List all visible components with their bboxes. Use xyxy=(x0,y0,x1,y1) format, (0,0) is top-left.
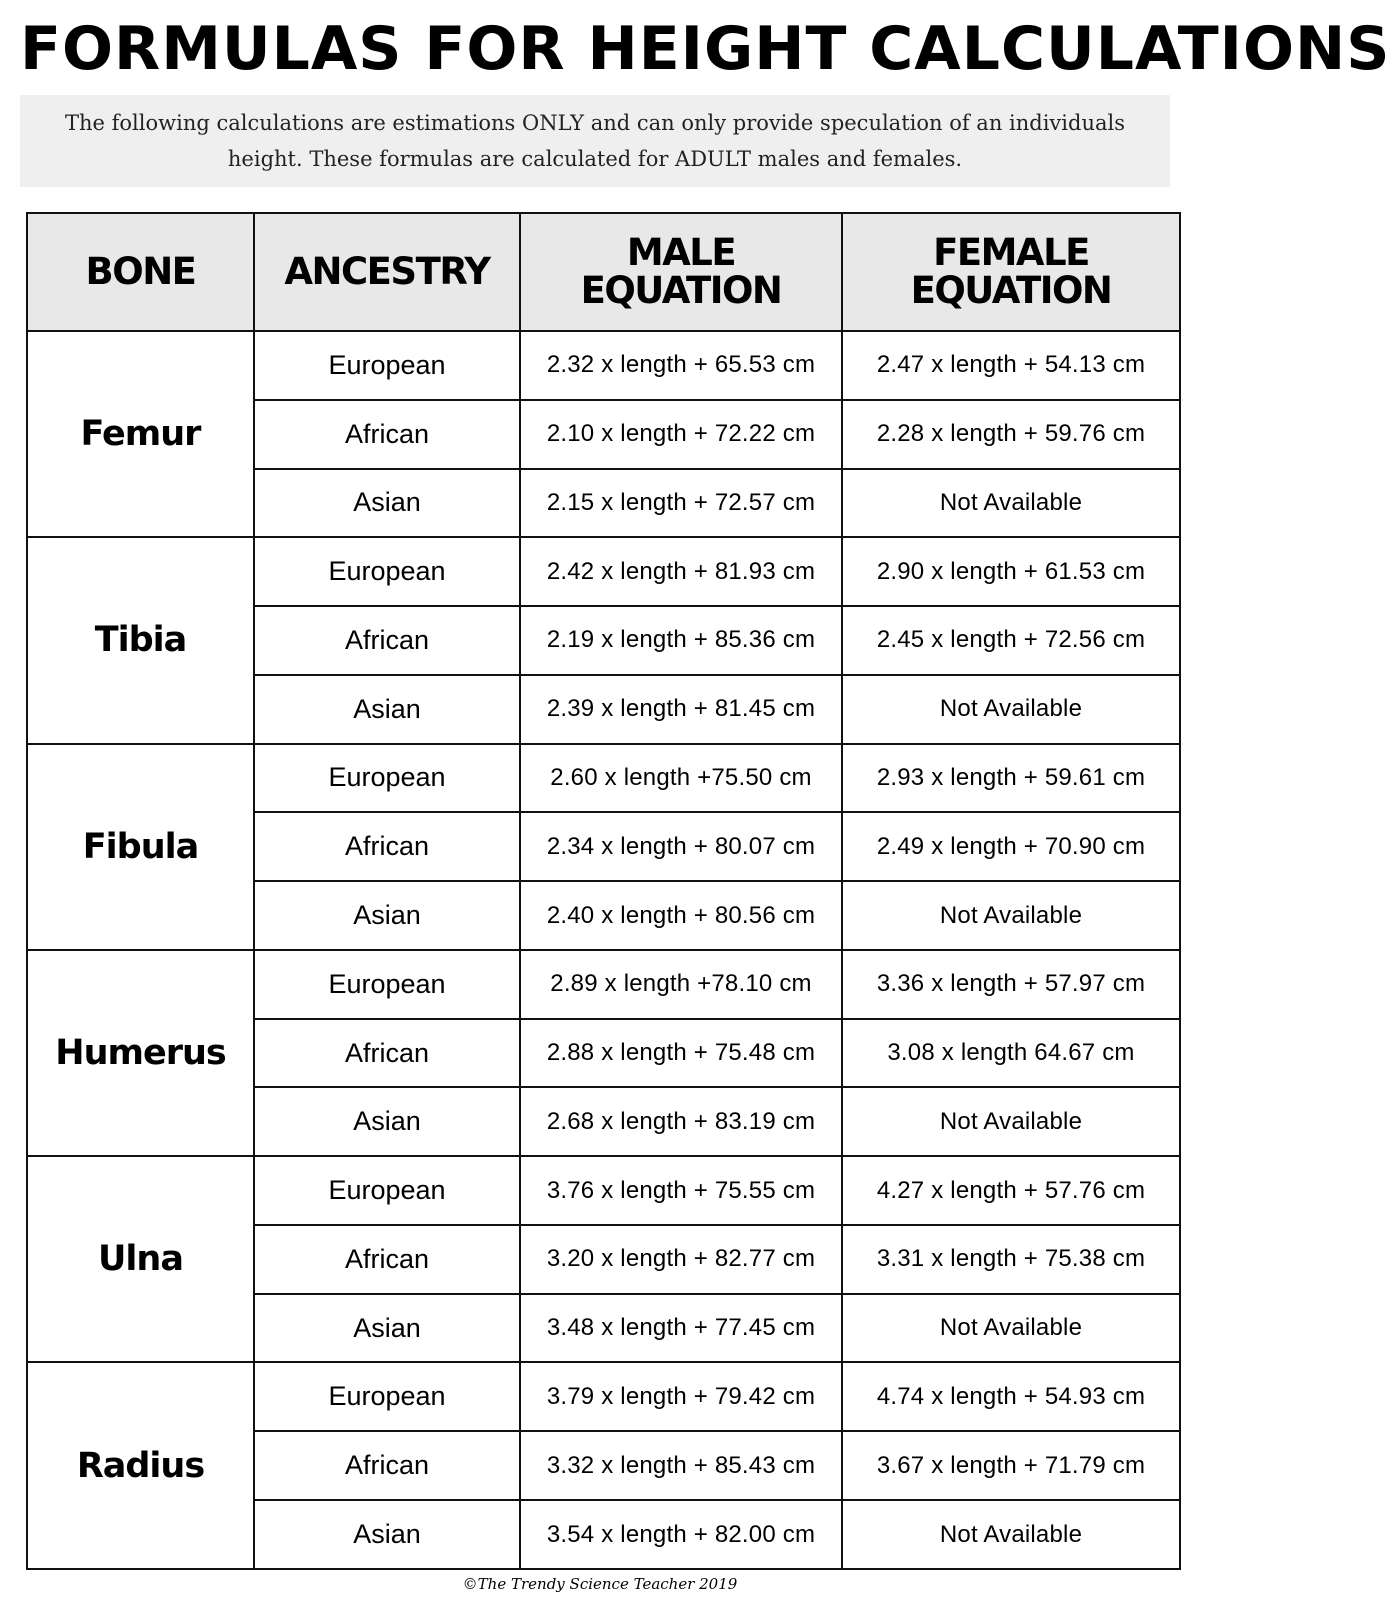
header-female-equation: FEMALE EQUATION xyxy=(842,213,1180,331)
bone-name: Radius xyxy=(27,1362,254,1569)
male-equation-cell: 3.20 x length + 82.77 cm xyxy=(520,1225,842,1294)
ancestry-cell: Asian xyxy=(254,1294,520,1363)
table-row xyxy=(27,1362,1180,1431)
male-equation-cell: 3.54 x length + 82.00 cm xyxy=(520,1500,842,1569)
ancestry-cell: Asian xyxy=(254,675,520,744)
male-equation-cell: 2.15 x length + 72.57 cm xyxy=(520,469,842,538)
intro-note: The following calculations are estimations ONLY and can only provide speculation of an individuals height. These formulas are calculated for ADULT males and females. xyxy=(20,95,1170,187)
ancestry-cell: African xyxy=(254,812,520,881)
ancestry-cell: Asian xyxy=(254,881,520,950)
male-equation-cell: 2.68 x length + 83.19 cm xyxy=(520,1087,842,1156)
bone-name: Ulna xyxy=(27,1156,254,1362)
ancestry-cell: African xyxy=(254,1431,520,1500)
female-equation-cell: 2.93 x length + 59.61 cm xyxy=(842,744,1180,813)
female-equation-cell: Not Available xyxy=(842,469,1180,538)
bone-name: Tibia xyxy=(27,537,254,743)
height-formula-table xyxy=(26,212,1181,1570)
female-equation-cell: Not Available xyxy=(842,675,1180,744)
female-equation-cell: 2.90 x length + 61.53 cm xyxy=(842,537,1180,606)
ancestry-cell: African xyxy=(254,1019,520,1088)
male-equation-cell: 2.42 x length + 81.93 cm xyxy=(520,537,842,606)
female-equation-cell: 2.45 x length + 72.56 cm xyxy=(842,606,1180,675)
female-equation-cell: 3.36 x length + 57.97 cm xyxy=(842,950,1180,1019)
female-equation-cell: 4.74 x length + 54.93 cm xyxy=(842,1362,1180,1431)
female-equation-cell: 3.67 x length + 71.79 cm xyxy=(842,1431,1180,1500)
table-row xyxy=(27,950,1180,1019)
ancestry-cell: European xyxy=(254,1156,520,1225)
bone-name: Femur xyxy=(27,331,254,537)
ancestry-cell: European xyxy=(254,950,520,1019)
ancestry-cell: European xyxy=(254,537,520,606)
ancestry-cell: Asian xyxy=(254,1500,520,1569)
ancestry-cell: African xyxy=(254,1225,520,1294)
ancestry-cell: African xyxy=(254,400,520,469)
female-equation-cell: 3.08 x length 64.67 cm xyxy=(842,1019,1180,1088)
table-row xyxy=(27,537,1180,606)
copyright-footer: ©The Trendy Science Teacher 2019 xyxy=(462,1575,738,1593)
male-equation-cell: 2.10 x length + 72.22 cm xyxy=(520,400,842,469)
female-equation-cell: Not Available xyxy=(842,881,1180,950)
female-equation-cell: 4.27 x length + 57.76 cm xyxy=(842,1156,1180,1225)
male-equation-cell: 2.34 x length + 80.07 cm xyxy=(520,812,842,881)
female-equation-cell: Not Available xyxy=(842,1087,1180,1156)
male-equation-cell: 2.60 x length +75.50 cm xyxy=(520,744,842,813)
ancestry-cell: European xyxy=(254,331,520,400)
female-equation-cell: 2.28 x length + 59.76 cm xyxy=(842,400,1180,469)
bone-name: Humerus xyxy=(27,950,254,1156)
ancestry-cell: European xyxy=(254,1362,520,1431)
table-row xyxy=(27,1156,1180,1225)
male-equation-cell: 3.76 x length + 75.55 cm xyxy=(520,1156,842,1225)
table-row xyxy=(27,744,1180,813)
male-equation-cell: 3.32 x length + 85.43 cm xyxy=(520,1431,842,1500)
ancestry-cell: African xyxy=(254,606,520,675)
male-equation-cell: 2.39 x length + 81.45 cm xyxy=(520,675,842,744)
ancestry-cell: Asian xyxy=(254,1087,520,1156)
male-equation-cell: 3.79 x length + 79.42 cm xyxy=(520,1362,842,1431)
ancestry-cell: European xyxy=(254,744,520,813)
male-equation-cell: 2.32 x length + 65.53 cm xyxy=(520,331,842,400)
table-row xyxy=(27,331,1180,400)
header-bone: BONE xyxy=(27,213,254,331)
page-title: FORMULAS FOR HEIGHT CALCULATIONS xyxy=(20,14,1390,84)
male-equation-cell: 2.40 x length + 80.56 cm xyxy=(520,881,842,950)
table-body xyxy=(27,331,1180,1569)
header-ancestry: ANCESTRY xyxy=(254,213,520,331)
bone-name: Fibula xyxy=(27,744,254,950)
header-male-equation: MALE EQUATION xyxy=(520,213,842,331)
female-equation-cell: 2.49 x length + 70.90 cm xyxy=(842,812,1180,881)
female-equation-cell: Not Available xyxy=(842,1500,1180,1569)
table-header-row xyxy=(27,213,1180,331)
female-equation-cell: Not Available xyxy=(842,1294,1180,1363)
female-equation-cell: 2.47 x length + 54.13 cm xyxy=(842,331,1180,400)
ancestry-cell: Asian xyxy=(254,469,520,538)
male-equation-cell: 2.88 x length + 75.48 cm xyxy=(520,1019,842,1088)
male-equation-cell: 2.19 x length + 85.36 cm xyxy=(520,606,842,675)
male-equation-cell: 2.89 x length +78.10 cm xyxy=(520,950,842,1019)
female-equation-cell: 3.31 x length + 75.38 cm xyxy=(842,1225,1180,1294)
male-equation-cell: 3.48 x length + 77.45 cm xyxy=(520,1294,842,1363)
